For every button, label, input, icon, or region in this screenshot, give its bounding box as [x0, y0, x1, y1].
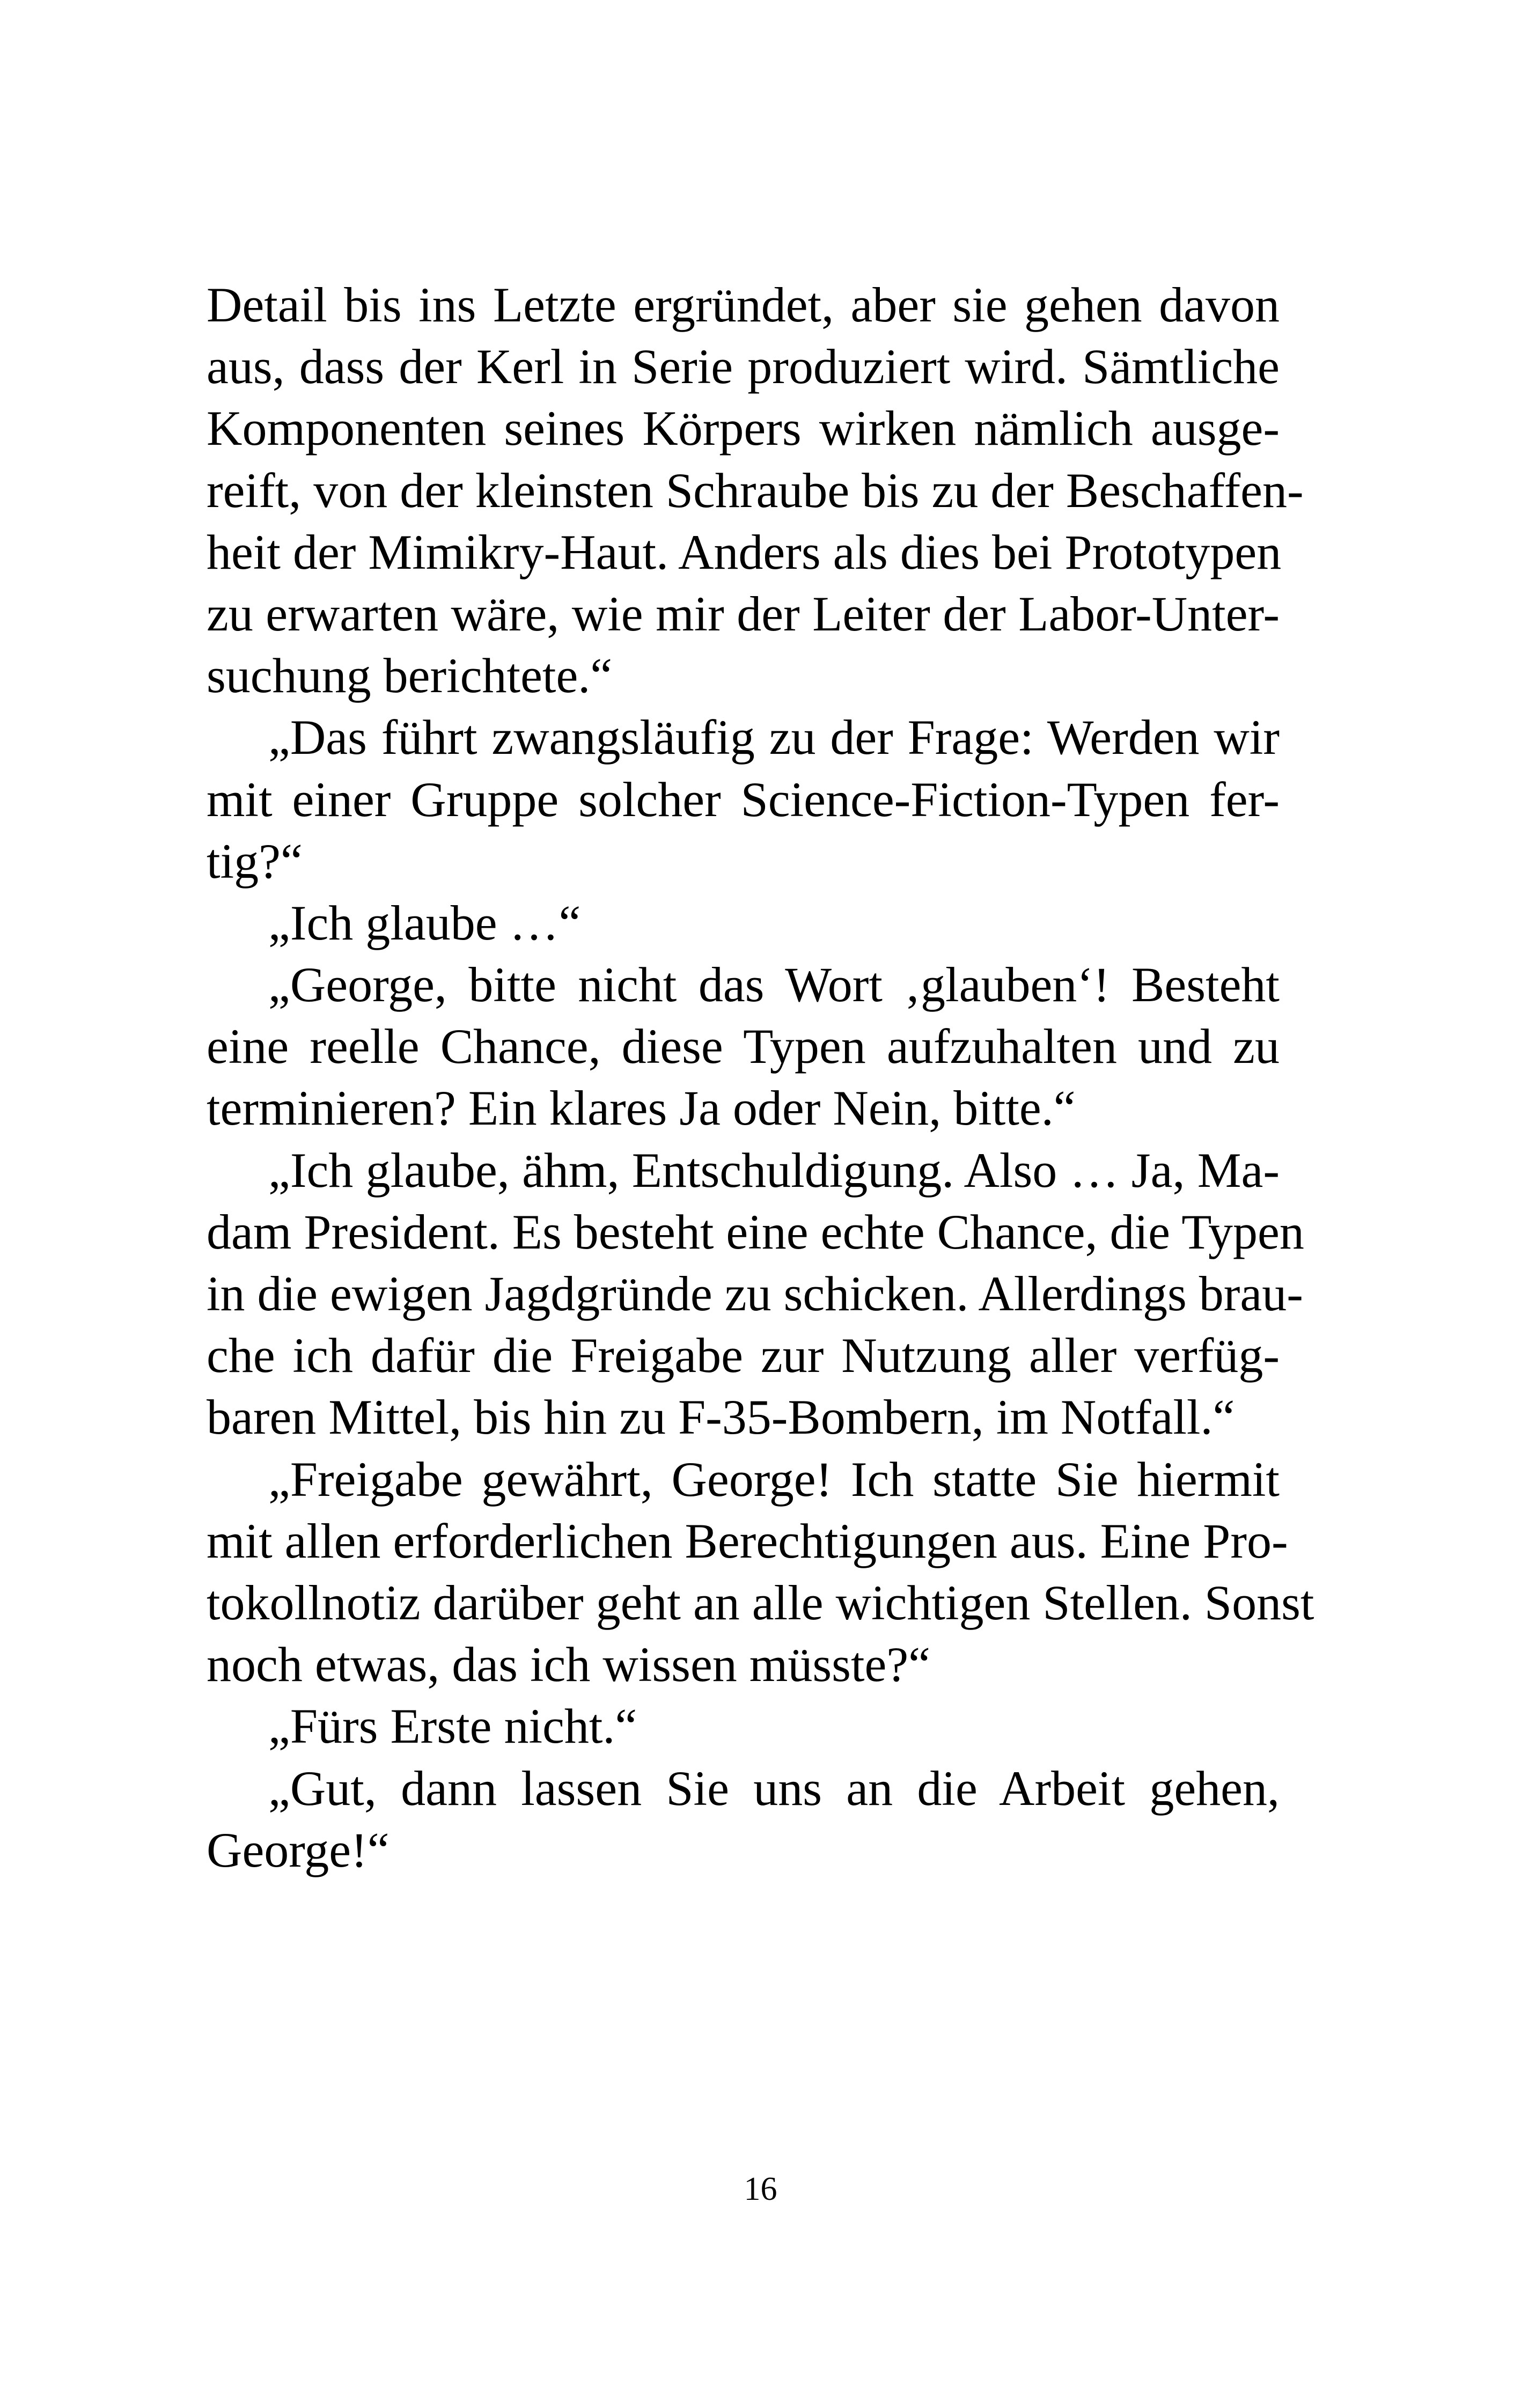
text-line: „Ich glaube, ähm, Entschuldigung. Also … Ja, Ma- — [268, 1142, 1280, 1198]
page-number: 16 — [744, 2171, 777, 2207]
text-line: aus, dass der Kerl in Serie produziert wird. Sämtliche — [207, 339, 1280, 394]
text-line: baren Mittel, bis hin zu F-35-Bombern, im Notfall.“ — [207, 1390, 1235, 1445]
text-line: „Gut, dann lassen Sie uns an die Arbeit gehen, — [268, 1760, 1280, 1816]
text-line: tig?“ — [207, 833, 303, 889]
text-line: Detail bis ins Letzte ergründet, aber sie gehen davon — [207, 277, 1280, 332]
text-line: in die ewigen Jagdgründe zu schicken. Allerdings brau- — [207, 1266, 1303, 1321]
text-line: „Das führt zwangsläufig zu der Frage: Werden wir — [268, 710, 1280, 765]
text-line: „Fürs Erste nicht.“ — [268, 1699, 637, 1754]
text-line: „George, bitte nicht das Wort ‚glauben‘! Besteht — [268, 957, 1280, 1012]
text-line: „Ich glaube …“ — [268, 895, 581, 950]
text-line: suchung berichtete.“ — [207, 648, 613, 703]
text-line: zu erwarten wäre, wie mir der Leiter der Labor-Unter- — [207, 586, 1280, 641]
text-line: heit der Mimikry-Haut. Anders als dies bei Prototypen — [207, 524, 1282, 579]
text-line: noch etwas, das ich wissen müsste?“ — [207, 1637, 931, 1692]
text-line: terminieren? Ein klares Ja oder Nein, bitte.“ — [207, 1081, 1076, 1136]
text-line: tokollnotiz darüber geht an alle wichtigen Stellen. Sonst — [207, 1575, 1314, 1630]
text-line: eine reelle Chance, diese Typen aufzuhalten und zu — [207, 1019, 1280, 1074]
text-line: reift, von der kleinsten Schraube bis zu der Beschaffen- — [207, 462, 1304, 518]
text-line: Komponenten seines Körpers wirken nämlich ausge- — [207, 401, 1280, 456]
text-line: „Freigabe gewährt, George! Ich statte Sie hiermit — [268, 1451, 1280, 1507]
text-line: George!“ — [207, 1822, 390, 1877]
text-line: mit allen erforderlichen Berechtigungen aus. Eine Pro- — [207, 1513, 1288, 1568]
text-line: mit einer Gruppe solcher Science-Fiction-Typen fer- — [207, 772, 1280, 827]
text-line: che ich dafür die Freigabe zur Nutzung aller verfüg- — [207, 1328, 1280, 1383]
body-text — [207, 274, 1314, 1881]
text-line: dam President. Es besteht eine echte Chance, die Typen — [207, 1204, 1304, 1259]
